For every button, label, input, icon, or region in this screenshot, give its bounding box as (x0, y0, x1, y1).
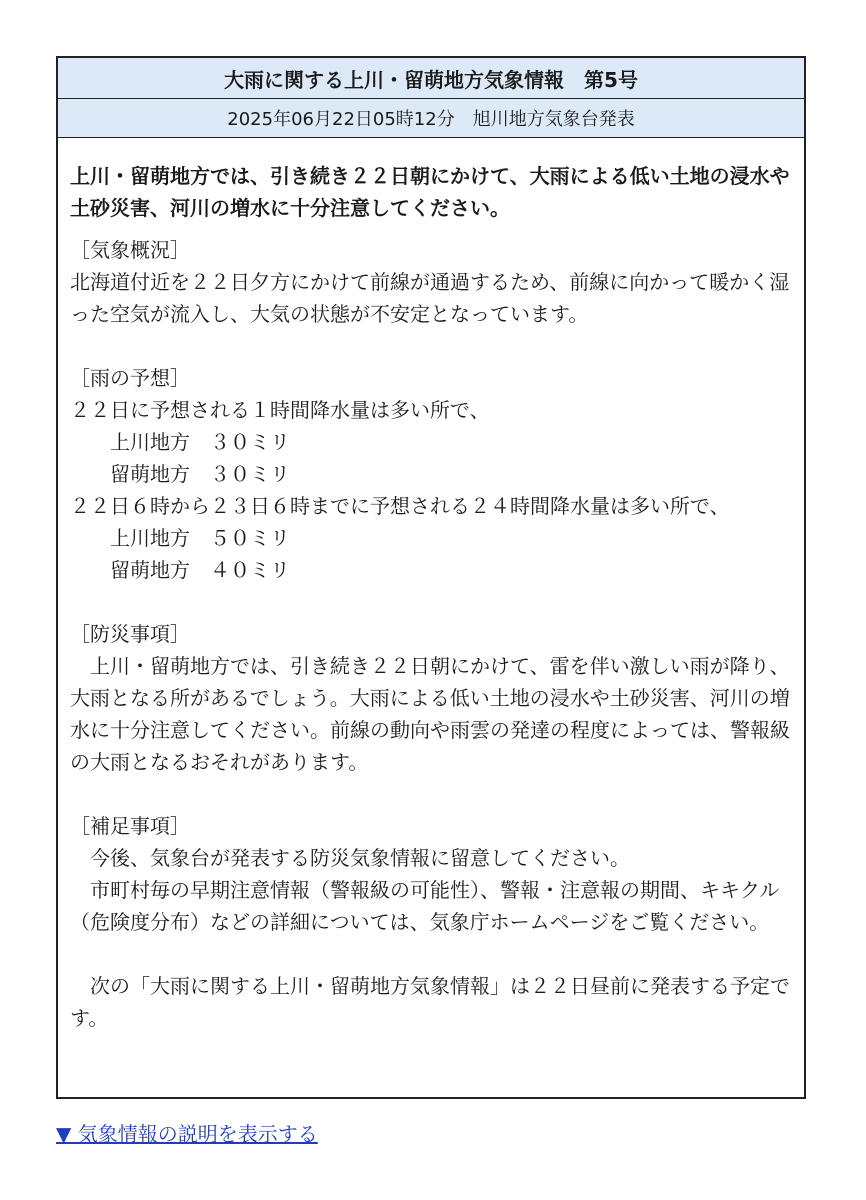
supplement-text-1: 今後、気象台が発表する防災気象情報に留意してください。 (90, 846, 630, 870)
rain-section (70, 362, 792, 586)
next-issue-section (70, 970, 792, 1034)
prevention-text: 上川・留萌地方では、引き続き２２日朝にかけて、雷を伴い激しい雨が降り、大雨となる所があるでしょう。大雨による低い土地の浸水や土砂災害、河川の増水に十分注意してください。前線の動向や雨雲の発達の程度によっては、警報級の大雨となるおそれがあります。 (70, 654, 790, 774)
overview-heading: ［気象概況］ (70, 238, 190, 262)
section-gap (70, 778, 792, 810)
supplement-section (70, 810, 792, 938)
prevention-heading: ［防災事項］ (70, 622, 190, 646)
section-gap (70, 586, 792, 618)
overview-section (70, 234, 792, 330)
section-gap (70, 330, 792, 362)
weather-info-panel (56, 56, 806, 1099)
info-body (58, 138, 804, 1034)
supplement-heading: ［補足事項］ (70, 814, 190, 838)
rain-daily-kamikawa: 上川地方 ５０ミリ (110, 526, 290, 550)
section-gap (70, 938, 792, 970)
overview-text: 北海道付近を２２日夕方にかけて前線が通過するため、前線に向かって暖かく湿った空気が流入し、大気の状態が不安定となっています。 (70, 270, 790, 326)
prevention-section (70, 618, 792, 778)
show-explanation-link[interactable]: ▼ 気象情報の説明を表示する (56, 1122, 318, 1146)
rain-daily-rumoi: 留萌地方 ４０ミリ (110, 558, 290, 582)
info-title: 大雨に関する上川・留萌地方気象情報 第5号 (58, 58, 804, 99)
supplement-text-2: 市町村毎の早期注意情報（警報級の可能性）、警報・注意報の期間、キキクル（危険度分布）などの詳細については、気象庁ホームページをご覧ください。 (70, 878, 780, 934)
lead-summary: 上川・留萌地方では、引き続き２２日朝にかけて、大雨による低い土地の浸水や土砂災害、河川の増水に十分注意してください。 (70, 164, 790, 220)
rain-heading: ［雨の予想］ (70, 366, 190, 390)
rain-daily-intro: ２２日６時から２３日６時までに予想される２４時間降水量は多い所で、 (70, 494, 730, 518)
rain-hourly-kamikawa: 上川地方 ３０ミリ (110, 430, 290, 454)
rain-hourly-intro: ２２日に予想される１時間降水量は多い所で、 (70, 398, 490, 422)
next-issue-text: 次の「大雨に関する上川・留萌地方気象情報」は２２日昼前に発表する予定です。 (70, 974, 790, 1030)
rain-hourly-rumoi: 留萌地方 ３０ミリ (110, 462, 290, 486)
issued-datetime: 2025年06月22日05時12分 旭川地方気象台発表 (58, 99, 804, 138)
